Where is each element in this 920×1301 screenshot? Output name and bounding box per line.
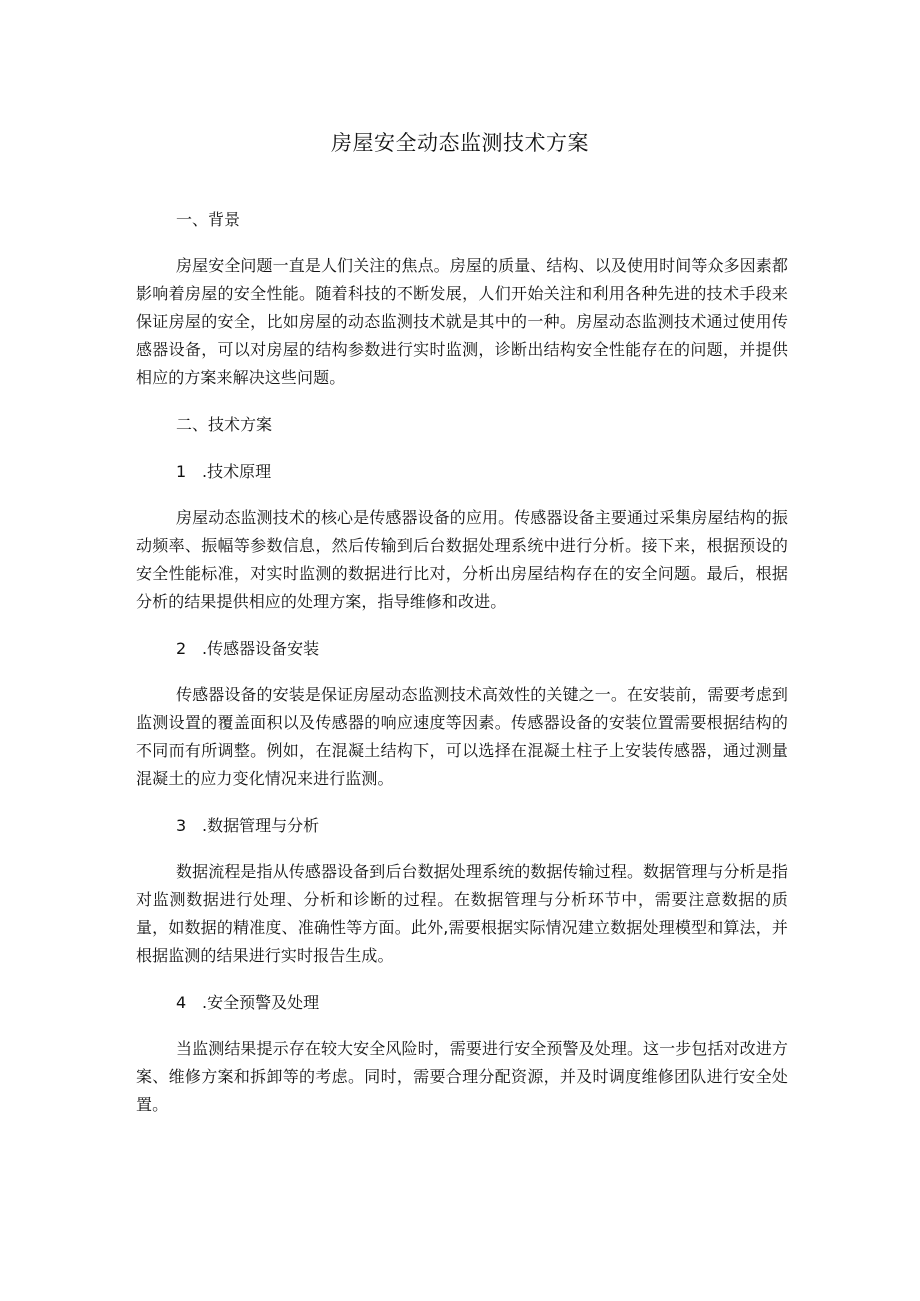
subsection-number: 1	[176, 462, 187, 481]
sensor-installation-paragraph: 传感器设备的安装是保证房屋动态监测技术高效性的关键之一。在安装前，需要考虑到监测设置的覆盖面积以及传感器的响应速度等因素。传感器设备的安装位置需要根据结构的不同而有所调整。例如，在混凝土结构下，可以选择在混凝土柱子上安装传感器，通过测量混凝土的应力变化情况来进行监测。	[136, 685, 788, 788]
background-paragraph: 房屋安全问题一直是人们关注的焦点。房屋的质量、结构、以及使用时间等众多因素都影响着房屋的安全性能。随着科技的不断发展，人们开始关注和利用各种先进的技术手段来保证房屋的安全，比如房屋的动态监测技术就是其中的一种。房屋动态监测技术通过使用传感器设备，可以对房屋的结构参数进行实时监测，诊断出结构安全性能存在的问题，并提供相应的方案来解决这些问题。	[136, 256, 788, 387]
subsection-title: .安全预警及处理	[202, 993, 320, 1012]
principle-paragraph: 房屋动态监测技术的核心是传感器设备的应用。传感器设备主要通过采集房屋结构的振动频率、振幅等参数信息，然后传输到后台数据处理系统中进行分析。接下来，根据预设的安全性能标准，对实时监测的数据进行比对，分析出房屋结构存在的安全问题。最后，根据分析的结果提供相应的处理方案，指导维修和改进。	[136, 508, 788, 611]
subsection-heading-data-management	[136, 811, 788, 841]
subsection-title: .技术原理	[202, 462, 272, 481]
subsection-number: 4	[176, 993, 187, 1012]
subsection-number: 2	[176, 639, 187, 658]
subsection-heading-principle	[136, 457, 788, 487]
subsection-title: .数据管理与分析	[202, 816, 320, 835]
section-heading-technical-plan: 二、技术方案	[176, 415, 273, 434]
subsection-heading-sensor-installation	[136, 634, 788, 664]
data-management-paragraph: 数据流程是指从传感器设备到后台数据处理系统的数据传输过程。数据管理与分析是指对监测数据进行处理、分析和诊断的过程。在数据管理与分析环节中，需要注意数据的质量，如数据的精准度、准确性等方面。此外,需要根据实际情况建立数据处理模型和算法，并根据监测的结果进行实时报告生成。	[136, 862, 788, 965]
document-title: 房屋安全动态监测技术方案	[331, 131, 589, 155]
document-body	[136, 205, 788, 1137]
subsection-heading-safety-warning	[136, 988, 788, 1018]
safety-warning-paragraph: 当监测结果提示存在较大安全风险时，需要进行安全预警及处理。这一步包括对改进方案、维修方案和拆卸等的考虑。同时，需要合理分配资源，并及时调度维修团队进行安全处置。	[136, 1039, 788, 1114]
subsection-title: .传感器设备安装	[202, 639, 320, 658]
section-heading-background: 一、背景	[176, 210, 241, 229]
subsection-number: 3	[176, 816, 187, 835]
